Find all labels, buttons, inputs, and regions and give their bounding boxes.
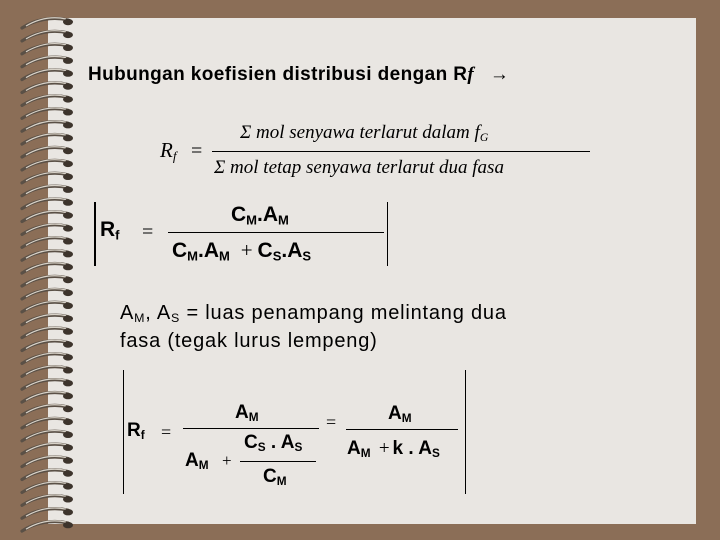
formula2-plus: + bbox=[240, 238, 253, 262]
binding-hole bbox=[63, 148, 73, 154]
binding-hole bbox=[63, 135, 73, 141]
binding-ring bbox=[22, 70, 68, 80]
formula2-den-c1-sub: M bbox=[187, 248, 199, 264]
formula3-top-a bbox=[235, 402, 259, 424]
binding-hole bbox=[63, 419, 73, 425]
binding-ring bbox=[22, 83, 68, 93]
formula2-num-c-sub: M bbox=[246, 212, 258, 228]
binding-hole bbox=[63, 212, 73, 218]
formula3-right-den bbox=[347, 438, 440, 460]
binding-hole bbox=[63, 354, 73, 360]
formula2-lhs bbox=[100, 218, 120, 242]
arrow-right-icon: → bbox=[489, 64, 510, 85]
formula3-left-a-sub: M bbox=[198, 458, 209, 472]
binding-ring bbox=[22, 18, 68, 28]
formula3-main-fraction-bar bbox=[183, 428, 319, 429]
formula3-right-fraction-bar bbox=[346, 429, 458, 430]
formula2-numerator bbox=[231, 203, 289, 227]
binding-ring bbox=[22, 393, 68, 403]
heading-text: Hubungan koefisien distribusi dengan R bbox=[88, 64, 468, 85]
binding-ring bbox=[22, 315, 68, 325]
binding-hole bbox=[63, 70, 73, 76]
binding-ring bbox=[22, 199, 68, 209]
binding-hole bbox=[63, 161, 73, 167]
binding-hole bbox=[63, 58, 73, 64]
note-line1-rest: = luas penampang melintang dua bbox=[180, 302, 507, 324]
binding-ring bbox=[22, 444, 68, 454]
formula1-eq: = bbox=[191, 140, 203, 162]
binding-hole bbox=[63, 187, 73, 193]
binding-ring bbox=[22, 380, 68, 390]
formula2-num-a: .A bbox=[257, 203, 279, 226]
formula3-right-top-sub: M bbox=[401, 411, 412, 425]
binding-ring bbox=[22, 238, 68, 248]
binding-ring bbox=[22, 289, 68, 299]
spiral-binding-decoration bbox=[0, 0, 90, 540]
binding-hole bbox=[63, 406, 73, 412]
binding-ring bbox=[22, 122, 68, 132]
formula3-top-a-sub: M bbox=[248, 410, 259, 424]
note-line-2: fasa (tegak lurus lempeng) bbox=[120, 330, 378, 352]
formula3-right-k-sub: S bbox=[431, 446, 440, 460]
binding-ring bbox=[22, 264, 68, 274]
formula2-den-c2: C bbox=[257, 239, 273, 262]
formula3-r-sub: f bbox=[140, 428, 145, 442]
heading-rf-f: f bbox=[467, 64, 475, 85]
binding-ring bbox=[22, 225, 68, 235]
formula3-inner-fraction-bar bbox=[240, 461, 316, 462]
binding-ring bbox=[22, 470, 68, 480]
formula3-left-a bbox=[185, 450, 209, 472]
binding-hole bbox=[63, 277, 73, 283]
binding-hole bbox=[63, 109, 73, 115]
formula2-r-sub: f bbox=[115, 227, 120, 243]
formula3-eq1: = bbox=[161, 422, 172, 442]
formula3-inner-c: C bbox=[244, 432, 258, 453]
formula3-inner-dot-a: . A bbox=[265, 432, 295, 453]
formula2-den-a2-sub: S bbox=[302, 248, 312, 264]
binding-hole bbox=[63, 341, 73, 347]
binding-ring bbox=[22, 496, 68, 506]
formula3-right-den-a-sub: M bbox=[360, 446, 371, 460]
formula3-plus2: + bbox=[378, 438, 390, 459]
formula1-lhs bbox=[160, 138, 176, 164]
binding-ring bbox=[22, 186, 68, 196]
formula3-r: R bbox=[127, 420, 141, 441]
binding-hole bbox=[63, 522, 73, 528]
binding-ring bbox=[22, 147, 68, 157]
binding-ring bbox=[22, 431, 68, 441]
binding-ring bbox=[22, 341, 68, 351]
formula3-top-a-letter: A bbox=[235, 402, 249, 423]
binding-hole bbox=[63, 225, 73, 231]
formula3-eq2: = bbox=[326, 412, 337, 432]
note-comma-as: , A bbox=[145, 302, 172, 324]
heading bbox=[88, 64, 509, 86]
binding-hole bbox=[63, 380, 73, 386]
binding-hole bbox=[63, 470, 73, 476]
binding-ring bbox=[22, 173, 68, 183]
formula2-den-a1-sub: M bbox=[219, 248, 230, 264]
formula2-right-bar bbox=[387, 202, 388, 266]
formula2-eq: = bbox=[142, 221, 154, 243]
formula2-denominator bbox=[172, 238, 311, 263]
note-line-1 bbox=[120, 302, 507, 325]
binding-hole bbox=[63, 328, 73, 334]
formula3-inner-den-c: C bbox=[263, 466, 277, 487]
binding-ring bbox=[22, 367, 68, 377]
binding-hole bbox=[63, 393, 73, 399]
binding-hole bbox=[63, 96, 73, 102]
binding-hole bbox=[63, 496, 73, 502]
binding-hole bbox=[63, 32, 73, 38]
binding-ring bbox=[22, 57, 68, 67]
formula2-den-a2: .A bbox=[281, 239, 303, 262]
binding-hole bbox=[63, 83, 73, 89]
binding-hole bbox=[63, 174, 73, 180]
formula3-right-top bbox=[388, 403, 412, 425]
binding-hole bbox=[63, 251, 73, 257]
binding-hole bbox=[63, 457, 73, 463]
binding-ring bbox=[22, 522, 68, 532]
binding-hole bbox=[63, 199, 73, 205]
formula3-inner-num bbox=[244, 432, 302, 454]
binding-ring bbox=[22, 31, 68, 41]
formula1-fraction-bar bbox=[212, 151, 590, 152]
binding-ring bbox=[22, 135, 68, 145]
formula3-right-den-a: A bbox=[347, 438, 361, 459]
binding-hole bbox=[63, 303, 73, 309]
binding-ring bbox=[22, 457, 68, 467]
binding-ring bbox=[22, 160, 68, 170]
binding-hole bbox=[63, 264, 73, 270]
binding-hole bbox=[63, 316, 73, 322]
binding-hole bbox=[63, 445, 73, 451]
formula1-denominator: Σ mol tetap senyawa terlarut dua fasa bbox=[214, 157, 504, 178]
formula2-den-c2-sub: S bbox=[272, 248, 282, 264]
binding-ring bbox=[22, 276, 68, 286]
formula1-numerator bbox=[240, 122, 488, 145]
formula3-right-bar bbox=[465, 370, 466, 494]
binding-ring bbox=[22, 44, 68, 54]
binding-hole bbox=[63, 483, 73, 489]
formula3-inner-den-c-sub: M bbox=[276, 474, 287, 488]
formula2-num-c: C bbox=[231, 203, 247, 226]
binding-hole bbox=[63, 122, 73, 128]
formula2-den-a1: .A bbox=[198, 239, 220, 262]
formula3-left-a-letter: A bbox=[185, 450, 199, 471]
note-a: A bbox=[120, 302, 135, 324]
formula3-inner-c-sub: S bbox=[257, 440, 266, 454]
formula1-r: R bbox=[160, 138, 173, 162]
note-a-sub: M bbox=[134, 311, 146, 326]
binding-hole bbox=[63, 509, 73, 515]
binding-ring bbox=[22, 354, 68, 364]
binding-ring bbox=[22, 483, 68, 493]
binding-ring bbox=[22, 405, 68, 415]
binding-ring bbox=[22, 251, 68, 261]
binding-hole bbox=[63, 432, 73, 438]
formula1-r-sub: f bbox=[172, 148, 177, 164]
binding-ring bbox=[22, 109, 68, 119]
formula3-right-k-a: k . A bbox=[392, 438, 432, 459]
formula1-num-text: Σ mol senyawa terlarut dalam f bbox=[240, 122, 480, 143]
formula2-r: R bbox=[100, 218, 116, 241]
binding-hole bbox=[63, 19, 73, 25]
binding-ring bbox=[22, 302, 68, 312]
binding-hole bbox=[63, 367, 73, 373]
formula2-fraction-bar bbox=[168, 232, 384, 233]
formula3-lhs bbox=[127, 420, 145, 442]
binding-ring bbox=[22, 212, 68, 222]
binding-ring bbox=[22, 509, 68, 519]
note-s-sub: S bbox=[171, 311, 181, 326]
formula2-left-bar bbox=[94, 202, 96, 266]
formula1-num-sub: G bbox=[479, 130, 489, 144]
binding-hole bbox=[63, 45, 73, 51]
formula3-plus1: + bbox=[222, 451, 232, 470]
formula3-right-top-a: A bbox=[388, 403, 402, 424]
formula3-left-bar bbox=[123, 370, 124, 494]
formula2-den-c1: C bbox=[172, 239, 188, 262]
formula3-inner-den bbox=[263, 466, 287, 488]
formula3-inner-a-sub: S bbox=[294, 440, 303, 454]
binding-ring bbox=[22, 328, 68, 338]
formula2-num-a-sub: M bbox=[278, 212, 289, 228]
binding-ring bbox=[22, 96, 68, 106]
binding-ring bbox=[22, 418, 68, 428]
binding-hole bbox=[63, 290, 73, 296]
binding-hole bbox=[63, 238, 73, 244]
